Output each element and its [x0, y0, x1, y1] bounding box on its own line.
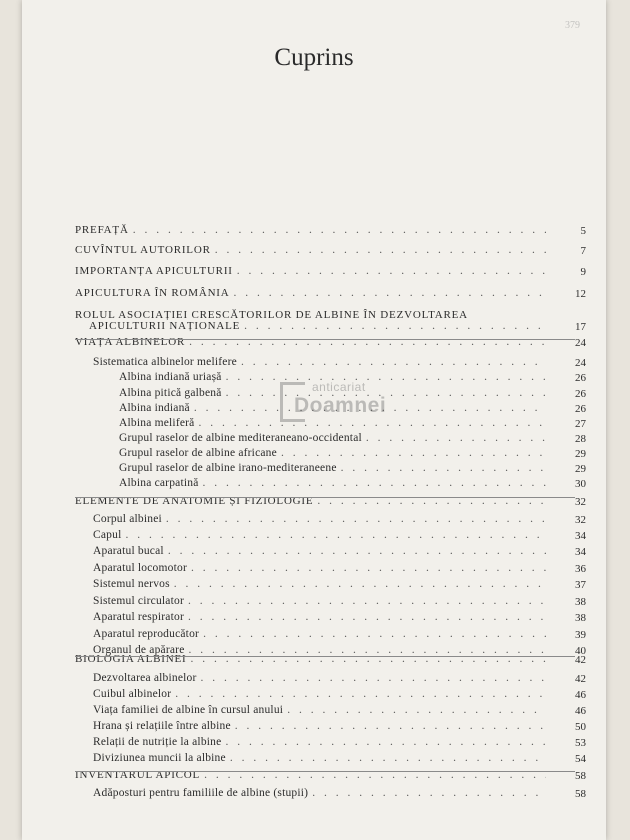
toc-page-number: 36 — [575, 563, 586, 575]
toc-entry-title: Diviziunea muncii la albine — [93, 752, 226, 764]
dot-leader — [230, 752, 546, 764]
toc-entry-title: ELEMENTE DE ANATOMIE ȘI FIZIOLOGIE — [75, 495, 314, 507]
dot-leader — [235, 720, 546, 732]
toc-entry-title: Albina carpatină — [119, 477, 199, 489]
toc-entry — [75, 265, 550, 277]
toc-page-number: 24 — [575, 357, 586, 369]
toc-entry-title: CUVÎNTUL AUTORILOR — [75, 244, 211, 256]
toc-entry-title: Cuibul albinelor — [93, 688, 172, 700]
toc-page-number: 42 — [575, 654, 586, 666]
toc-entry-title: Albina pitică galbenă — [119, 387, 222, 399]
toc-entry — [119, 477, 550, 489]
dot-leader — [168, 545, 546, 557]
toc-page-number: 40 — [575, 645, 586, 657]
toc-page-number: 39 — [575, 629, 586, 641]
toc-page-number: 24 — [575, 337, 586, 349]
dot-leader — [237, 265, 546, 277]
dot-leader — [341, 462, 546, 474]
toc-page-number: 38 — [575, 612, 586, 624]
toc-entry — [93, 545, 550, 557]
dot-leader — [194, 402, 546, 414]
toc-entry — [89, 320, 550, 332]
toc-entry — [93, 595, 550, 607]
toc-page-number: 30 — [575, 478, 586, 490]
dot-leader — [174, 578, 546, 590]
dot-leader — [241, 356, 546, 368]
toc-entry — [119, 432, 550, 444]
toc-entry-title: Aparatul reproducător — [93, 628, 200, 640]
section-divider — [75, 497, 575, 498]
toc-page-number: 32 — [575, 496, 586, 508]
dot-leader — [215, 244, 546, 256]
dot-leader — [225, 736, 546, 748]
toc-entry-title: Aparatul bucal — [93, 545, 164, 557]
toc-entry-title: Grupul raselor de albine africane — [119, 447, 277, 459]
toc-page-number: 28 — [575, 433, 586, 445]
toc-page-number: 58 — [575, 770, 586, 782]
toc-entry — [93, 611, 550, 623]
toc-entry-title: Corpul albinei — [93, 513, 162, 525]
toc-entry-title: Sistematica albinelor melifere — [93, 356, 237, 368]
toc-entry-title: Sistemul circulator — [93, 595, 184, 607]
toc-entry — [93, 720, 550, 732]
toc-entry — [75, 653, 550, 665]
toc-page-number: 26 — [575, 388, 586, 400]
toc-page-number: 54 — [575, 753, 586, 765]
toc-page-number: 9 — [580, 266, 586, 278]
dot-leader — [198, 417, 546, 429]
bleed-through-page-number: 379 — [565, 20, 580, 31]
dot-leader — [190, 653, 546, 665]
toc-entry — [93, 562, 550, 574]
toc-page-number: 5 — [580, 225, 586, 237]
toc-entry-title: PREFAȚĂ — [75, 224, 129, 236]
toc-page-number: 29 — [575, 448, 586, 460]
toc-entry — [93, 578, 550, 590]
dot-leader — [175, 688, 546, 700]
toc-entry — [75, 336, 550, 348]
toc-entry — [119, 462, 550, 474]
section-divider — [75, 771, 575, 772]
toc-page-number: 46 — [575, 705, 586, 717]
toc-entry-title: Relații de nutriție la albine — [93, 736, 222, 748]
dot-leader — [287, 704, 546, 716]
page-title: Cuprins — [274, 44, 354, 71]
dot-leader — [226, 387, 546, 399]
toc-entry-title: Adăposturi pentru familiile de albine (stupii) — [93, 787, 309, 799]
toc-page-number: 7 — [580, 245, 586, 257]
section-divider — [75, 656, 575, 657]
dot-leader — [226, 371, 546, 383]
toc-page-number: 26 — [575, 372, 586, 384]
toc-entry-title: BIOLOGIA ALBINEI — [75, 653, 187, 665]
toc-entry-title: Grupul raselor de albine irano-mediteraneene — [119, 462, 337, 474]
dot-leader — [203, 628, 546, 640]
toc-entry-title: IMPORTANȚA APICULTURII — [75, 265, 233, 277]
toc-entry — [93, 356, 550, 368]
toc-entry-title: Organul de apărare — [93, 644, 185, 656]
toc-entry — [119, 402, 550, 414]
dot-leader — [234, 287, 546, 299]
toc-page-number: 27 — [575, 418, 586, 430]
toc-entry-title: Albina indiană uriașă — [119, 371, 222, 383]
toc-entry-title: Aparatul respirator — [93, 611, 184, 623]
toc-entry — [119, 417, 550, 429]
book-page — [22, 0, 606, 840]
toc-page-number: 42 — [575, 673, 586, 685]
dot-leader — [203, 477, 546, 489]
toc-page-number: 50 — [575, 721, 586, 733]
toc-entry — [93, 529, 550, 541]
toc-entry — [119, 387, 550, 399]
toc-entry-title: Albina meliferă — [119, 417, 195, 429]
dot-leader — [133, 224, 546, 236]
dot-leader — [244, 320, 546, 332]
toc-entry — [93, 688, 550, 700]
toc-entry-title: INVENTARUL APICOL — [75, 769, 201, 781]
dot-leader — [189, 336, 546, 348]
dot-leader — [312, 787, 546, 799]
toc-entry — [93, 704, 550, 716]
toc-entry-title: Dezvoltarea albinelor — [93, 672, 197, 684]
toc-page-number: 53 — [575, 737, 586, 749]
toc-page-number: 37 — [575, 579, 586, 591]
toc-entry-title: ROLUL ASOCIAȚIEI CRESCĂTORILOR DE ALBINE ÎN DEZVOLTAREA — [75, 309, 468, 321]
dot-leader — [188, 595, 546, 607]
toc-page-number: 34 — [575, 530, 586, 542]
toc-entry — [93, 736, 550, 748]
toc-entry-title: Grupul raselor de albine mediteraneano-occidental — [119, 432, 362, 444]
toc-entry — [75, 244, 550, 256]
toc-entry — [93, 513, 550, 525]
toc-page-number: 38 — [575, 596, 586, 608]
dot-leader — [188, 611, 546, 623]
dot-leader — [201, 672, 547, 684]
toc-entry — [93, 752, 550, 764]
dot-leader — [191, 562, 546, 574]
toc-entry — [93, 787, 550, 799]
dot-leader — [281, 447, 546, 459]
toc-entry-title: APICULTURA ÎN ROMÂNIA — [75, 287, 230, 299]
toc-entry-title: VIAȚA ALBINELOR — [75, 336, 186, 348]
toc-entry — [93, 672, 550, 684]
toc-entry-title: Hrana și relațiile între albine — [93, 720, 231, 732]
toc-entry — [119, 371, 550, 383]
toc-entry — [75, 287, 550, 299]
toc-page-number: 32 — [575, 514, 586, 526]
toc-entry — [119, 447, 550, 459]
toc-page-number: 17 — [575, 321, 586, 333]
toc-entry — [75, 224, 550, 236]
toc-page-number: 26 — [575, 403, 586, 415]
toc-entry-title: Sistemul nervos — [93, 578, 170, 590]
toc-entry — [93, 628, 550, 640]
toc-page-number: 12 — [575, 288, 586, 300]
watermark-top-text: anticariat — [312, 380, 366, 394]
toc-page-number: 58 — [575, 788, 586, 800]
toc-entry-title: Albina indiană — [119, 402, 190, 414]
dot-leader — [366, 432, 546, 444]
toc-entry-title: Capul — [93, 529, 122, 541]
dot-leader — [125, 529, 546, 541]
toc-page-number: 34 — [575, 546, 586, 558]
toc-page-number: 46 — [575, 689, 586, 701]
dot-leader — [166, 513, 546, 525]
watermark-name-text: Doamnei — [294, 394, 387, 417]
toc-entry-title: Viața familiei de albine în cursul anului — [93, 704, 284, 716]
toc-entry-title: Aparatul locomotor — [93, 562, 187, 574]
section-divider — [75, 339, 575, 340]
toc-page-number: 29 — [575, 463, 586, 475]
toc-entry-title: APICULTURII NAȚIONALE — [89, 320, 241, 332]
